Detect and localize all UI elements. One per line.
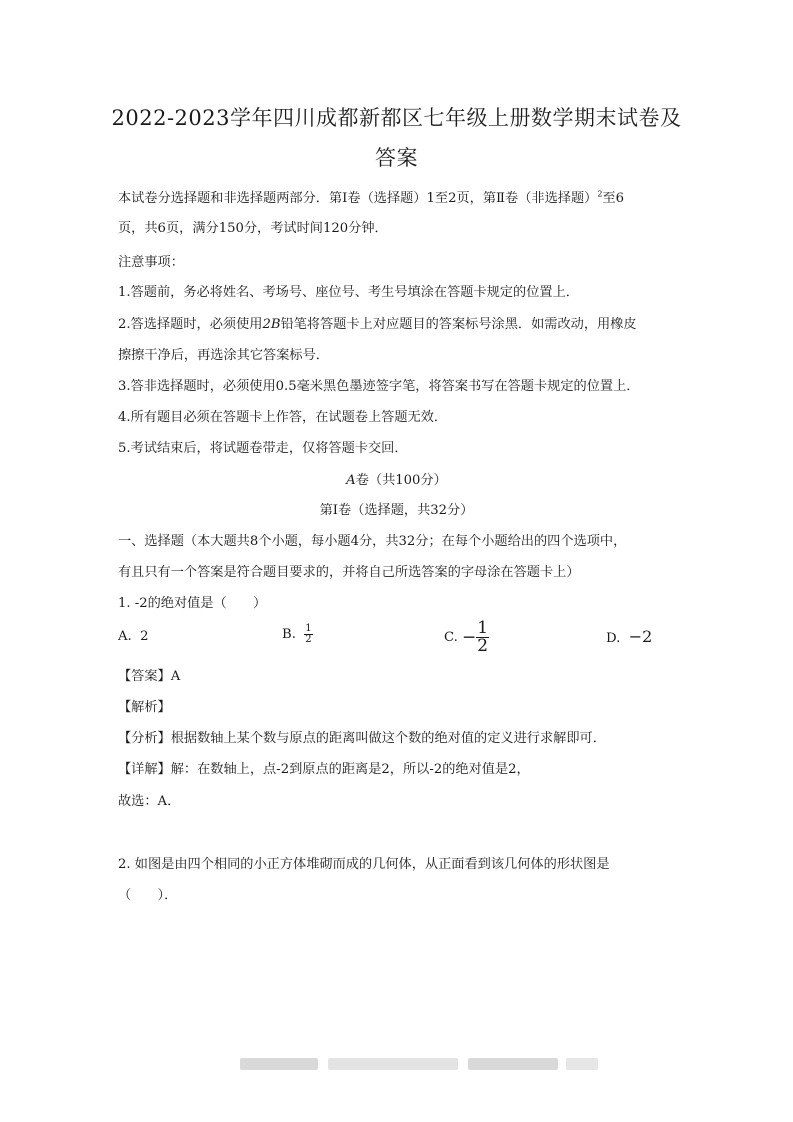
note-4: 4.所有题目必须在答题卡上作答，在试题卷上答题无效． — [118, 410, 448, 425]
page-title-line2: 答案 — [375, 146, 418, 170]
choice-intro-line1: 一、选择题（本大题共8个小题，每小题4分，共32分；在每个小题给出的四个选项中， — [118, 534, 627, 549]
q2-stem: 2. 如图是由四个相同的小正方体堆砌而成的几何体，从正面看到该几何体的形状图是 — [118, 857, 610, 872]
q1-answer: 【答案】A — [118, 669, 181, 684]
q1-option-d-label: D. — [606, 631, 621, 646]
q1-option-b-fraction — [304, 624, 312, 645]
page-title-line1: 2022-2023学年四川成都新都区七年级上册数学期末试卷及 — [111, 106, 682, 130]
q2-paren: （ ）． — [118, 888, 178, 903]
note-3: 3.答非选择题时，必须使用0.5毫米黑色墨迹签字笔，将答案书写在答题卡规定的位置上． — [118, 379, 640, 394]
note-2-pencil: 2B — [262, 317, 281, 332]
q1-option-d — [606, 627, 652, 646]
section-a-letter: A — [346, 473, 356, 488]
q1-option-b-denominator: 2 — [305, 634, 312, 645]
section-a-heading — [0, 469, 793, 488]
part1-heading: 第Ⅰ卷（选择题，共32分） — [319, 503, 474, 518]
q1-option-c-fraction — [476, 620, 489, 655]
section-a-text: 卷（共100分） — [355, 473, 447, 488]
footer-watermark-segment — [328, 1058, 458, 1070]
choice-intro-line2: 有且只有一个答案是符合题目要求的，并将自己所选答案的字母涂在答题卡上） — [118, 565, 580, 580]
q1-fenxi: 【分析】根据数轴上某个数与原点的距离叫做这个数的绝对值的定义进行求解即可． — [118, 731, 606, 746]
note-2-a: 2.答选择题时，必须使用 — [118, 317, 263, 332]
footer-watermark-segment — [566, 1058, 598, 1070]
footer-watermark-segment — [468, 1058, 558, 1070]
intro-text-b: 至6 — [602, 191, 624, 206]
q1-option-d-value: −2 — [628, 627, 653, 646]
q1-option-b-numerator: 1 — [305, 623, 312, 634]
note-2-c: 铅笔将答题卡上对应题目的答案标号涂黑．如需改动，用橡皮 — [280, 317, 637, 332]
q1-option-c-sign: − — [462, 627, 477, 648]
q1-analysis: 【解析】 — [118, 700, 171, 715]
q1-option-a — [118, 629, 149, 644]
q1-xiangjie: 【详解】解：在数轴上，点-2到原点的距离是2，所以-2的绝对值是2， — [118, 762, 530, 777]
intro-superscript: 2 — [597, 189, 603, 199]
note-5: 5.考试结束后，将试题卷带走，仅将答题卡交回． — [118, 441, 408, 456]
footer-watermark-segment — [240, 1058, 318, 1070]
q1-option-c — [444, 620, 489, 655]
q1-guxuan: 故选：A． — [118, 794, 181, 809]
q1-stem: 1. -2的绝对值是（ ） — [118, 596, 267, 611]
note-2-line2: 擦擦干净后，再选涂其它答案标号． — [118, 348, 329, 363]
q1-option-b-label: B. — [282, 627, 296, 642]
q1-option-c-numerator: 1 — [477, 618, 489, 638]
q1-option-c-denominator: 2 — [477, 636, 489, 656]
q1-option-a-value: 2 — [140, 629, 149, 644]
intro-line1 — [118, 187, 624, 206]
note-2 — [118, 313, 637, 332]
note-1: 1.答题前，务必将姓名、考场号、座位号、考生号填涂在答题卡规定的位置上． — [118, 285, 579, 300]
q1-option-c-label: C. — [444, 630, 458, 645]
intro-text-a: 本试卷分选择题和非选择题两部分．第Ⅰ卷（选择题）1至2页，第Ⅱ卷（非选择题） — [118, 191, 598, 206]
intro-line2: 页，共6页，满分150分，考试时间120分钟． — [118, 221, 388, 236]
notes-heading: 注意事项： — [118, 255, 184, 270]
q1-option-b — [282, 624, 313, 645]
q1-option-a-label: A. — [118, 629, 132, 644]
